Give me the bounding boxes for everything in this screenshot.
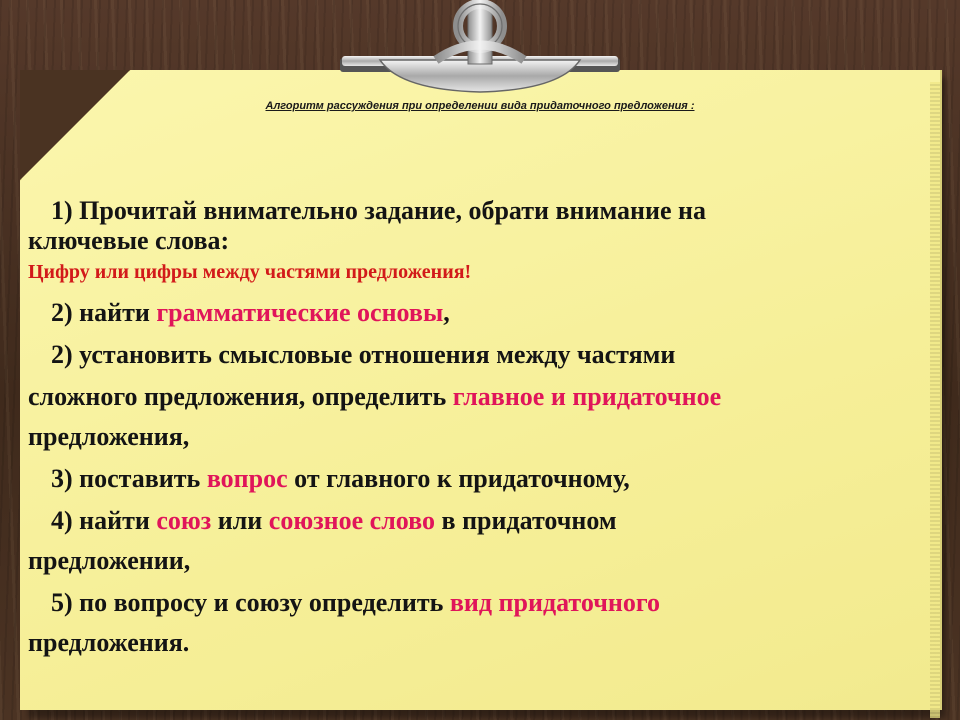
step-4-line-1: [28, 506, 918, 536]
step-2b-highlight: главное и придаточное: [452, 382, 722, 411]
step-5-prefix: 5) по вопросу и союзу определить: [51, 588, 450, 617]
step-4-suffix: в придаточном: [435, 506, 617, 535]
step-2b-prefix: сложного предложения, определить: [28, 382, 453, 411]
step-4-line-2: предложении,: [28, 546, 191, 575]
step-4-mid: или: [211, 506, 269, 535]
step-3-highlight: вопрос: [206, 464, 288, 493]
step-2a-highlight: грамматические основы: [156, 298, 444, 327]
step-1-line-1: 1) Прочитай внимательно задание, обрати внимание на: [51, 196, 707, 225]
paper-clip-icon: [340, 0, 620, 100]
step-5-line-1: [28, 588, 918, 618]
step-3-prefix: 3) поставить: [51, 464, 207, 493]
step-4-highlight-1: союз: [156, 506, 212, 535]
paper-stack-edge: [930, 82, 940, 718]
step-5-highlight: вид придаточного: [449, 588, 660, 617]
step-2b-line-2: [28, 382, 918, 412]
step-4-prefix: 4) найти: [51, 506, 157, 535]
step-3-suffix: от главного к придаточному,: [287, 464, 630, 493]
step-5-line-2: предложения.: [28, 628, 190, 657]
step-2b-line-1: 2) установить смысловые отношения между частями: [51, 340, 676, 369]
step-1-note: Цифру или цифры между частями предложения!: [28, 261, 472, 283]
step-3: [28, 464, 918, 494]
step-2a: [28, 298, 918, 328]
step-4-highlight-2: союзное слово: [268, 506, 436, 535]
step-2a-prefix: 2) найти: [51, 298, 157, 327]
step-1-line-2: ключевые слова:: [28, 226, 230, 255]
page-curl-icon: [20, 70, 160, 210]
step-2a-suffix: ,: [443, 298, 450, 327]
step-2b-line-3: предложения,: [28, 422, 190, 451]
slide-title: Алгоритм рассуждения при определении вида придаточного предложения :: [265, 100, 695, 112]
algorithm-steps: [28, 196, 918, 658]
